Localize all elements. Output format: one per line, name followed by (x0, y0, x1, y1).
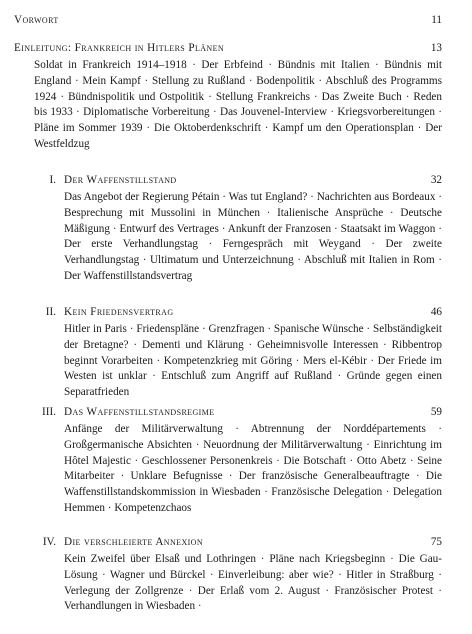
chapter-number: I. (49, 174, 56, 186)
entry-page-number: 32 (430, 174, 442, 186)
entry-title: Der Waffenstillstand (64, 174, 177, 186)
entry-summary: Das Angebot der Regierung Pétain · Was tut England? · Nachrichten aus Bordeaux · Besprechung mit Mussolini in München · Italienische Ansprüche · Deutsche Mäßigung · Entwurf des Vertrages · Ankunft der Franzosen · Staatsakt im Waggon · Der erste Verhandlungstag · Ferngespräch mit Weygand · Der zweite Verhandlungstag · Ultimatum und Unterzeichnung · Abschluß mit Italien in Rom · Der Waffenstillstandsvertrag (64, 191, 442, 282)
entry-summary: Kein Zweifel über Elsaß und Lothringen · Pläne nach Kriegsbeginn · Die Gau-Lösung · Wagner und Bürckel · Einverleibung: aber wie? · Hitler in Straßburg · Verlegung der Zollgrenze · Der Erlaß vom 2. August · Französischer Protest · Verhandlungen in Wiesbaden · (64, 553, 442, 613)
entry-page-number: 75 (430, 536, 442, 548)
entry-page-number: 46 (430, 306, 442, 318)
entry-page-number: 11 (431, 14, 442, 26)
entry-title: Das Waffenstillstandsregime (64, 406, 215, 418)
entry-summary: Anfänge der Militärverwaltung · Abtrennung der Norddépartements · Großgermanische Absichten · Neuordnung der Militärverwaltung · Einrichtung im Hôtel Majestic · Geschlossener Personenkreis · Die Botschaft · Otto Abetz · Seine Mitarbeiter · Unklare Befugnisse · Der französische Generalbeauftragte · Die Waffenstillstandskommission in Wiesbaden · Französische Delegation · Delegation Hemmen · Kompetenzchaos (64, 423, 442, 514)
entry-summary: Soldat in Frankreich 1914–1918 · Der Erbfeind · Bündnis mit Italien · Bündnis mit England · Mein Kampf · Stellung zu Rußland · Bodenpolitik · Abschluß des Programms 1924 · Bündnispolitik und Ostpolitik · Stellung Frankreichs · Das Zweite Buch · Reden bis 1933 · Diplomatische Vorbereitung · Das Jouvenel-Interview · Kriegsvorbereitungen · Pläne im Sommer 1939 · Die Oktoberdenkschrift · Kampf um den Operationsplan · Der Westfeldzug (34, 59, 442, 150)
entry-page-number: 13 (430, 42, 442, 54)
entry-summary: Hitler in Paris · Friedenspläne · Grenzfragen · Spanische Wünsche · Selbständigkeit der Bretagne? · Dementi und Klärung · Geheimnisvolle Interessen · Ribbentrop beginnt Vorarbeiten · Kompetenzkrieg mit Göring · Mers el-Kébir · Der Friede im Westen ist unklar · Entschluß zum Angriff auf Rußland · Gründe gegen einen Separatfrieden (64, 323, 442, 399)
entry-title: Vorwort (14, 14, 59, 26)
entry-page-number: 59 (430, 406, 442, 418)
entry-title: Einleitung: Frankreich in Hitlers Plänen (14, 42, 225, 54)
chapter-number: II. (45, 306, 56, 318)
chapter-number: IV. (42, 536, 56, 548)
entry-title: Kein Friedensvertrag (64, 306, 174, 318)
chapter-number: III. (42, 406, 56, 418)
entry-title: Die verschleierte Annexion (64, 536, 204, 548)
